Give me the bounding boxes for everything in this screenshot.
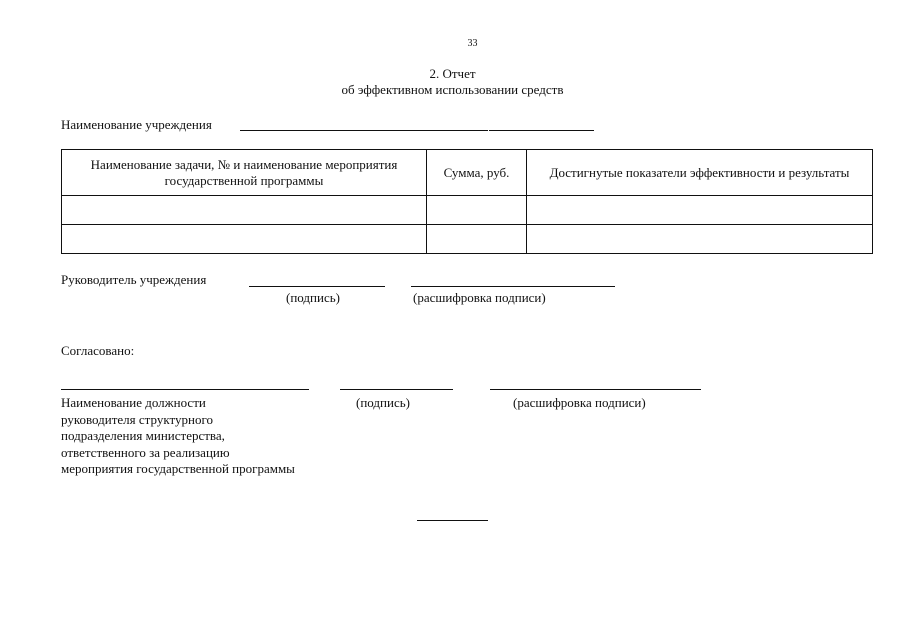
table-cell[interactable]	[527, 225, 873, 254]
report-subtitle: об эффективном использовании средств	[341, 82, 564, 97]
approver-signature-caption: (подпись)	[356, 395, 410, 410]
institution-label: Наименование учреждения	[61, 117, 212, 132]
page-number: 33	[467, 38, 478, 49]
head-signature-line[interactable]	[249, 286, 385, 287]
position-line-text: Наименование должности	[61, 395, 206, 410]
position-line-text: руководителя структурного	[61, 411, 213, 427]
report-table	[61, 149, 873, 254]
head-transcript-caption: (расшифровка подписи)	[413, 290, 546, 305]
position-description	[61, 395, 295, 478]
institution-name-line[interactable]	[240, 130, 488, 131]
head-transcript-line[interactable]	[411, 286, 615, 287]
table-cell[interactable]	[427, 196, 527, 225]
approver-transcript-line[interactable]	[490, 389, 701, 390]
approved-label: Согласовано:	[61, 343, 135, 358]
header-amount: Сумма, руб.	[427, 150, 527, 196]
position-line-text: подразделения министерства,	[61, 428, 225, 443]
position-line[interactable]	[61, 389, 309, 390]
end-separator-line	[417, 520, 488, 521]
table-header-row	[62, 150, 873, 196]
header-task-name: Наименование задачи, № и наименование мероприятия государственной программы	[62, 150, 427, 196]
head-of-institution-label: Руководитель учреждения	[61, 272, 207, 287]
table-row	[62, 196, 873, 225]
report-title: 2. Отчет	[429, 66, 476, 81]
table-row	[62, 225, 873, 254]
table-cell[interactable]	[62, 196, 427, 225]
table-cell[interactable]	[62, 225, 427, 254]
approver-signature-line[interactable]	[340, 389, 453, 390]
approver-transcript-caption: (расшифровка подписи)	[513, 395, 646, 410]
position-line-text: ответственного за реализацию	[61, 444, 230, 460]
position-line-text: мероприятия государственной программы	[61, 461, 295, 476]
header-results: Достигнутые показатели эффективности и результаты	[527, 150, 873, 196]
table-cell[interactable]	[527, 196, 873, 225]
institution-name-line-extension[interactable]	[489, 130, 594, 131]
head-signature-caption: (подпись)	[286, 290, 340, 305]
table-cell[interactable]	[427, 225, 527, 254]
